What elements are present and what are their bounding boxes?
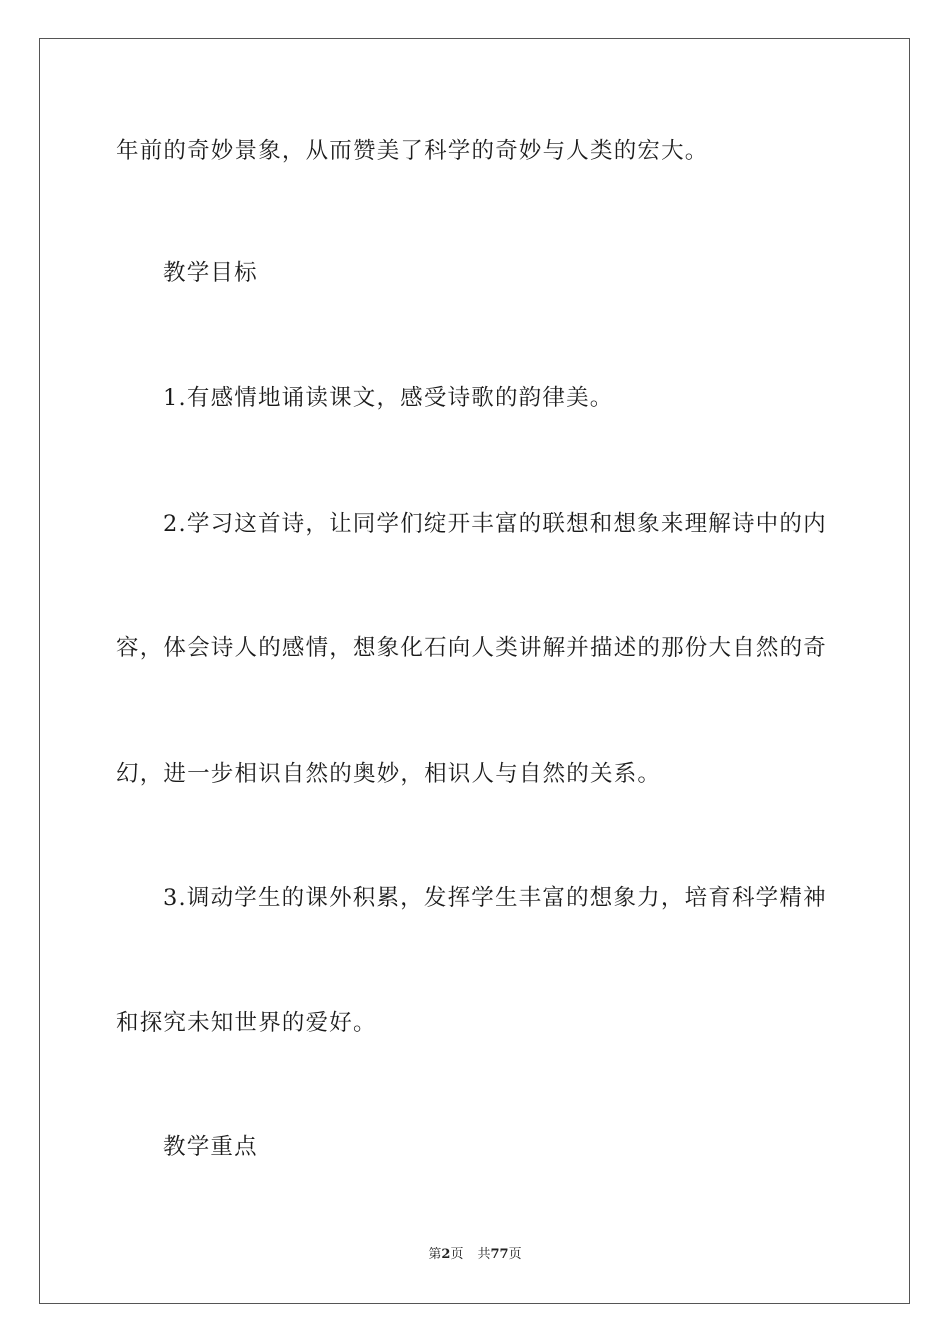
body-text-line: 幻，进一步相识自然的奥妙，相识人与自然的关系。 bbox=[116, 761, 662, 787]
page-prefix: 第 bbox=[428, 1247, 442, 1262]
page-footer bbox=[0, 1246, 950, 1264]
body-text-line: 1.有感情地诵读课文，感受诗歌的韵律美。 bbox=[163, 385, 614, 411]
total-pages: 77 bbox=[490, 1247, 509, 1262]
section-heading: 教学目标 bbox=[163, 260, 258, 286]
body-text-line: 容，体会诗人的感情，想象化石向人类讲解并描述的那份大自然的奇 bbox=[116, 635, 828, 661]
body-text-line: 年前的奇妙景象，从而赞美了科学的奇妙与人类的宏大。 bbox=[116, 138, 709, 164]
page-number: 2 bbox=[441, 1247, 451, 1262]
body-text-line: 2.学习这首诗，让同学们绽开丰富的联想和想象来理解诗中的内 bbox=[163, 511, 827, 537]
total-suffix: 页 bbox=[508, 1247, 522, 1262]
page-frame bbox=[39, 38, 910, 1304]
page-suffix: 页 bbox=[450, 1247, 464, 1262]
body-text-line: 3.调动学生的课外积累，发挥学生丰富的想象力，培育科学精神 bbox=[163, 885, 827, 911]
total-prefix: 共 bbox=[477, 1247, 491, 1262]
body-text-line: 和探究未知世界的爱好。 bbox=[116, 1010, 377, 1036]
section-heading: 教学重点 bbox=[163, 1134, 258, 1160]
